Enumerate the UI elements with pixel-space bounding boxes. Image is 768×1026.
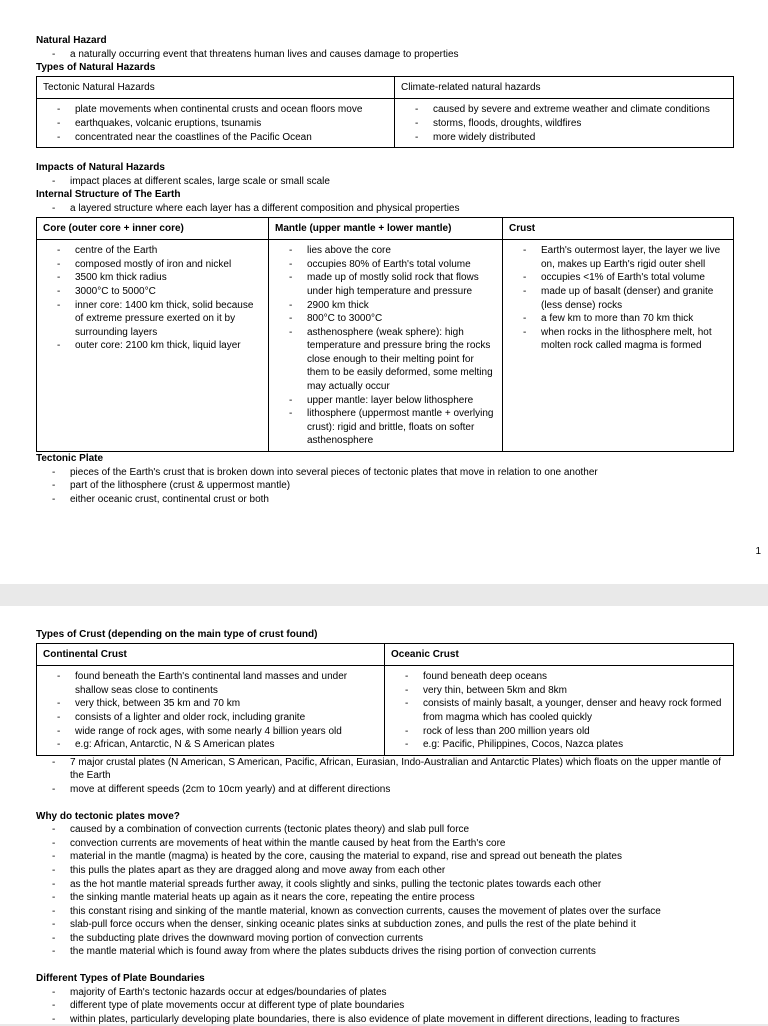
table-header: Mantle (upper mantle + lower mantle) xyxy=(269,217,503,240)
natural-hazard-heading: Natural Hazard xyxy=(36,35,107,46)
list-item: - lithosphere (uppermost mantle + overlying crust): rigid and brittle, floats on softer asthenosphere xyxy=(307,407,498,448)
list-item: - this constant rising and sinking of the mantle material, known as convection currents, causes the movement of plates over the surface xyxy=(70,905,734,919)
list-item: - 800°C to 3000°C xyxy=(307,312,498,326)
list-item: - concentrated near the coastlines of the Pacific Ocean xyxy=(75,131,390,145)
table-cell xyxy=(385,666,734,756)
list-item: - 3000°C to 5000°C xyxy=(75,285,264,299)
list-item: - caused by severe and extreme weather and climate conditions xyxy=(433,103,729,117)
list-item: - the sinking mantle material heats up again as it nears the core, repeating the entire process xyxy=(70,891,734,905)
list-item: - a naturally occurring event that threatens human lives and causes damage to properties xyxy=(70,48,734,62)
list-item: - lies above the core xyxy=(307,244,498,258)
impacts-list xyxy=(36,175,734,189)
list-item: - asthenosphere (weak sphere): high temperature and pressure bring the rocks close enough to their melting point for them to be easily deformed, some melting may actually occur xyxy=(307,326,498,394)
tectonic-plate-list xyxy=(36,466,734,507)
natural-hazard-list xyxy=(36,48,734,62)
list-item: - wide range of rock ages, with some nearly 4 billion years old xyxy=(75,725,380,739)
list-item: - consists of a lighter and older rock, including granite xyxy=(75,711,380,725)
document-page-2 xyxy=(0,606,768,1024)
why-plates-move-heading: Why do tectonic plates move? xyxy=(36,810,180,822)
list-item: - outer core: 2100 km thick, liquid layer xyxy=(75,339,264,353)
internal-structure-heading: Internal Structure of The Earth xyxy=(36,189,181,201)
table-header: Tectonic Natural Hazards xyxy=(37,76,395,99)
list-item: - material in the mantle (magma) is heated by the core, causing the material to expand, rise and spread out beneath the plates xyxy=(70,850,734,864)
list-item: - a few km to more than 70 km thick xyxy=(541,312,729,326)
list-item: - occupies <1% of Earth's total volume xyxy=(541,271,729,285)
earth-structure-table xyxy=(36,217,734,453)
page-number: 1 xyxy=(755,546,761,557)
list-item: - occupies 80% of Earth's total volume xyxy=(307,258,498,272)
list-item: - upper mantle: layer below lithosphere xyxy=(307,394,498,408)
list-item: - storms, floods, droughts, wildfires xyxy=(433,117,729,131)
list-item: - slab-pull force occurs when the denser, sinking oceanic plates sinks at subduction zones, and pulls the rest of the plate behind it xyxy=(70,918,734,932)
hazard-types-table xyxy=(36,76,734,148)
table-header: Crust xyxy=(503,217,734,240)
list-item: - Earth's outermost layer, the layer we live on, makes up Earth's rigid outer shell xyxy=(541,244,729,271)
internal-structure-list xyxy=(36,202,734,216)
crust-types-table xyxy=(36,643,734,756)
list-item: - 2900 km thick xyxy=(307,299,498,313)
list-item: - impact places at different scales, large scale or small scale xyxy=(70,175,734,189)
list-item: - the subducting plate drives the downward moving portion of convection currents xyxy=(70,932,734,946)
table-cell xyxy=(269,240,503,452)
list-item: - move at different speeds (2cm to 10cm yearly) and at different directions xyxy=(70,783,734,797)
list-item: - e.g: African, Antarctic, N & S American plates xyxy=(75,738,380,752)
list-item: - either oceanic crust, continental crust or both xyxy=(70,493,734,507)
table-header: Continental Crust xyxy=(37,643,385,666)
list-item: - 3500 km thick radius xyxy=(75,271,264,285)
list-item: - very thick, between 35 km and 70 km xyxy=(75,697,380,711)
list-item: - this pulls the plates apart as they are dragged along and move away from each other xyxy=(70,864,734,878)
list-item: - earthquakes, volcanic eruptions, tsunamis xyxy=(75,117,390,131)
page-2-content xyxy=(36,628,734,1026)
list-item: - when rocks in the lithosphere melt, hot molten rock called magma is formed xyxy=(541,326,729,353)
list-item: - as the hot mantle material spreads further away, it cools slightly and sinks, pulling the tectonic plates towards each other xyxy=(70,878,734,892)
list-item: - centre of the Earth xyxy=(75,244,264,258)
table-cell xyxy=(37,240,269,452)
list-item: - consists of mainly basalt, a younger, denser and heavy rock formed from magma which has cooled quickly xyxy=(423,697,729,724)
table-cell xyxy=(37,666,385,756)
list-item: - composed mostly of iron and nickel xyxy=(75,258,264,272)
list-item: - pieces of the Earth's crust that is broken down into several pieces of tectonic plates that move in relation to one another xyxy=(70,466,734,480)
impacts-heading: Impacts of Natural Hazards xyxy=(36,162,165,174)
list-item: - rock of less than 200 million years old xyxy=(423,725,729,739)
table-header: Oceanic Crust xyxy=(385,643,734,666)
plate-boundaries-heading: Different Types of Plate Boundaries xyxy=(36,973,205,985)
list-item: - part of the lithosphere (crust & uppermost mantle) xyxy=(70,479,734,493)
list-item: - caused by a combination of convection currents (tectonic plates theory) and slab pull force xyxy=(70,823,734,837)
table-header: Climate-related natural hazards xyxy=(395,76,734,99)
list-item: - made up of mostly solid rock that flows under high temperature and pressure xyxy=(307,271,498,298)
plate-boundaries-list xyxy=(36,986,734,1026)
table-cell xyxy=(37,99,395,148)
list-item: - found beneath the Earth's continental land masses and under shallow seas close to continents xyxy=(75,670,380,697)
tectonic-plate-heading: Tectonic Plate xyxy=(36,453,104,465)
table-cell xyxy=(503,240,734,452)
types-of-crust-heading: Types of Crust (depending on the main type of crust found) xyxy=(36,629,318,640)
page-1-content xyxy=(36,34,734,506)
table-cell xyxy=(395,99,734,148)
list-item: - e.g: Pacific, Philippines, Cocos, Nazca plates xyxy=(423,738,729,752)
list-item: - plate movements when continental crusts and ocean floors move xyxy=(75,103,390,117)
table-header: Core (outer core + inner core) xyxy=(37,217,269,240)
types-of-hazards-heading: Types of Natural Hazards xyxy=(36,62,156,74)
list-item: - 7 major crustal plates (N American, S American, Pacific, African, Eurasian, Indo-Australian and Antarctic Plates) which floats on the upper mantle of the Earth xyxy=(70,756,734,783)
list-item: - inner core: 1400 km thick, solid because of extreme pressure exerted on it by surrounding layers xyxy=(75,299,264,340)
plates-list xyxy=(36,756,734,797)
list-item: - majority of Earth's tectonic hazards occur at edges/boundaries of plates xyxy=(70,986,734,1000)
list-item: - found beneath deep oceans xyxy=(423,670,729,684)
list-item: - within plates, particularly developing plate boundaries, there is also evidence of plate movement in different directions, leading to fractures xyxy=(70,1013,734,1026)
list-item: - made up of basalt (denser) and granite (less dense) rocks xyxy=(541,285,729,312)
list-item: - a layered structure where each layer has a different composition and physical properties xyxy=(70,202,734,216)
list-item: - the mantle material which is found away from where the plates subducts drives the rising portion of convection currents xyxy=(70,945,734,959)
why-plates-move-list xyxy=(36,823,734,959)
list-item: - more widely distributed xyxy=(433,131,729,145)
list-item: - different type of plate movements occur at different type of plate boundaries xyxy=(70,999,734,1013)
list-item: - convection currents are movements of heat within the mantle caused by heat from the Earth's core xyxy=(70,837,734,851)
list-item: - very thin, between 5km and 8km xyxy=(423,684,729,698)
